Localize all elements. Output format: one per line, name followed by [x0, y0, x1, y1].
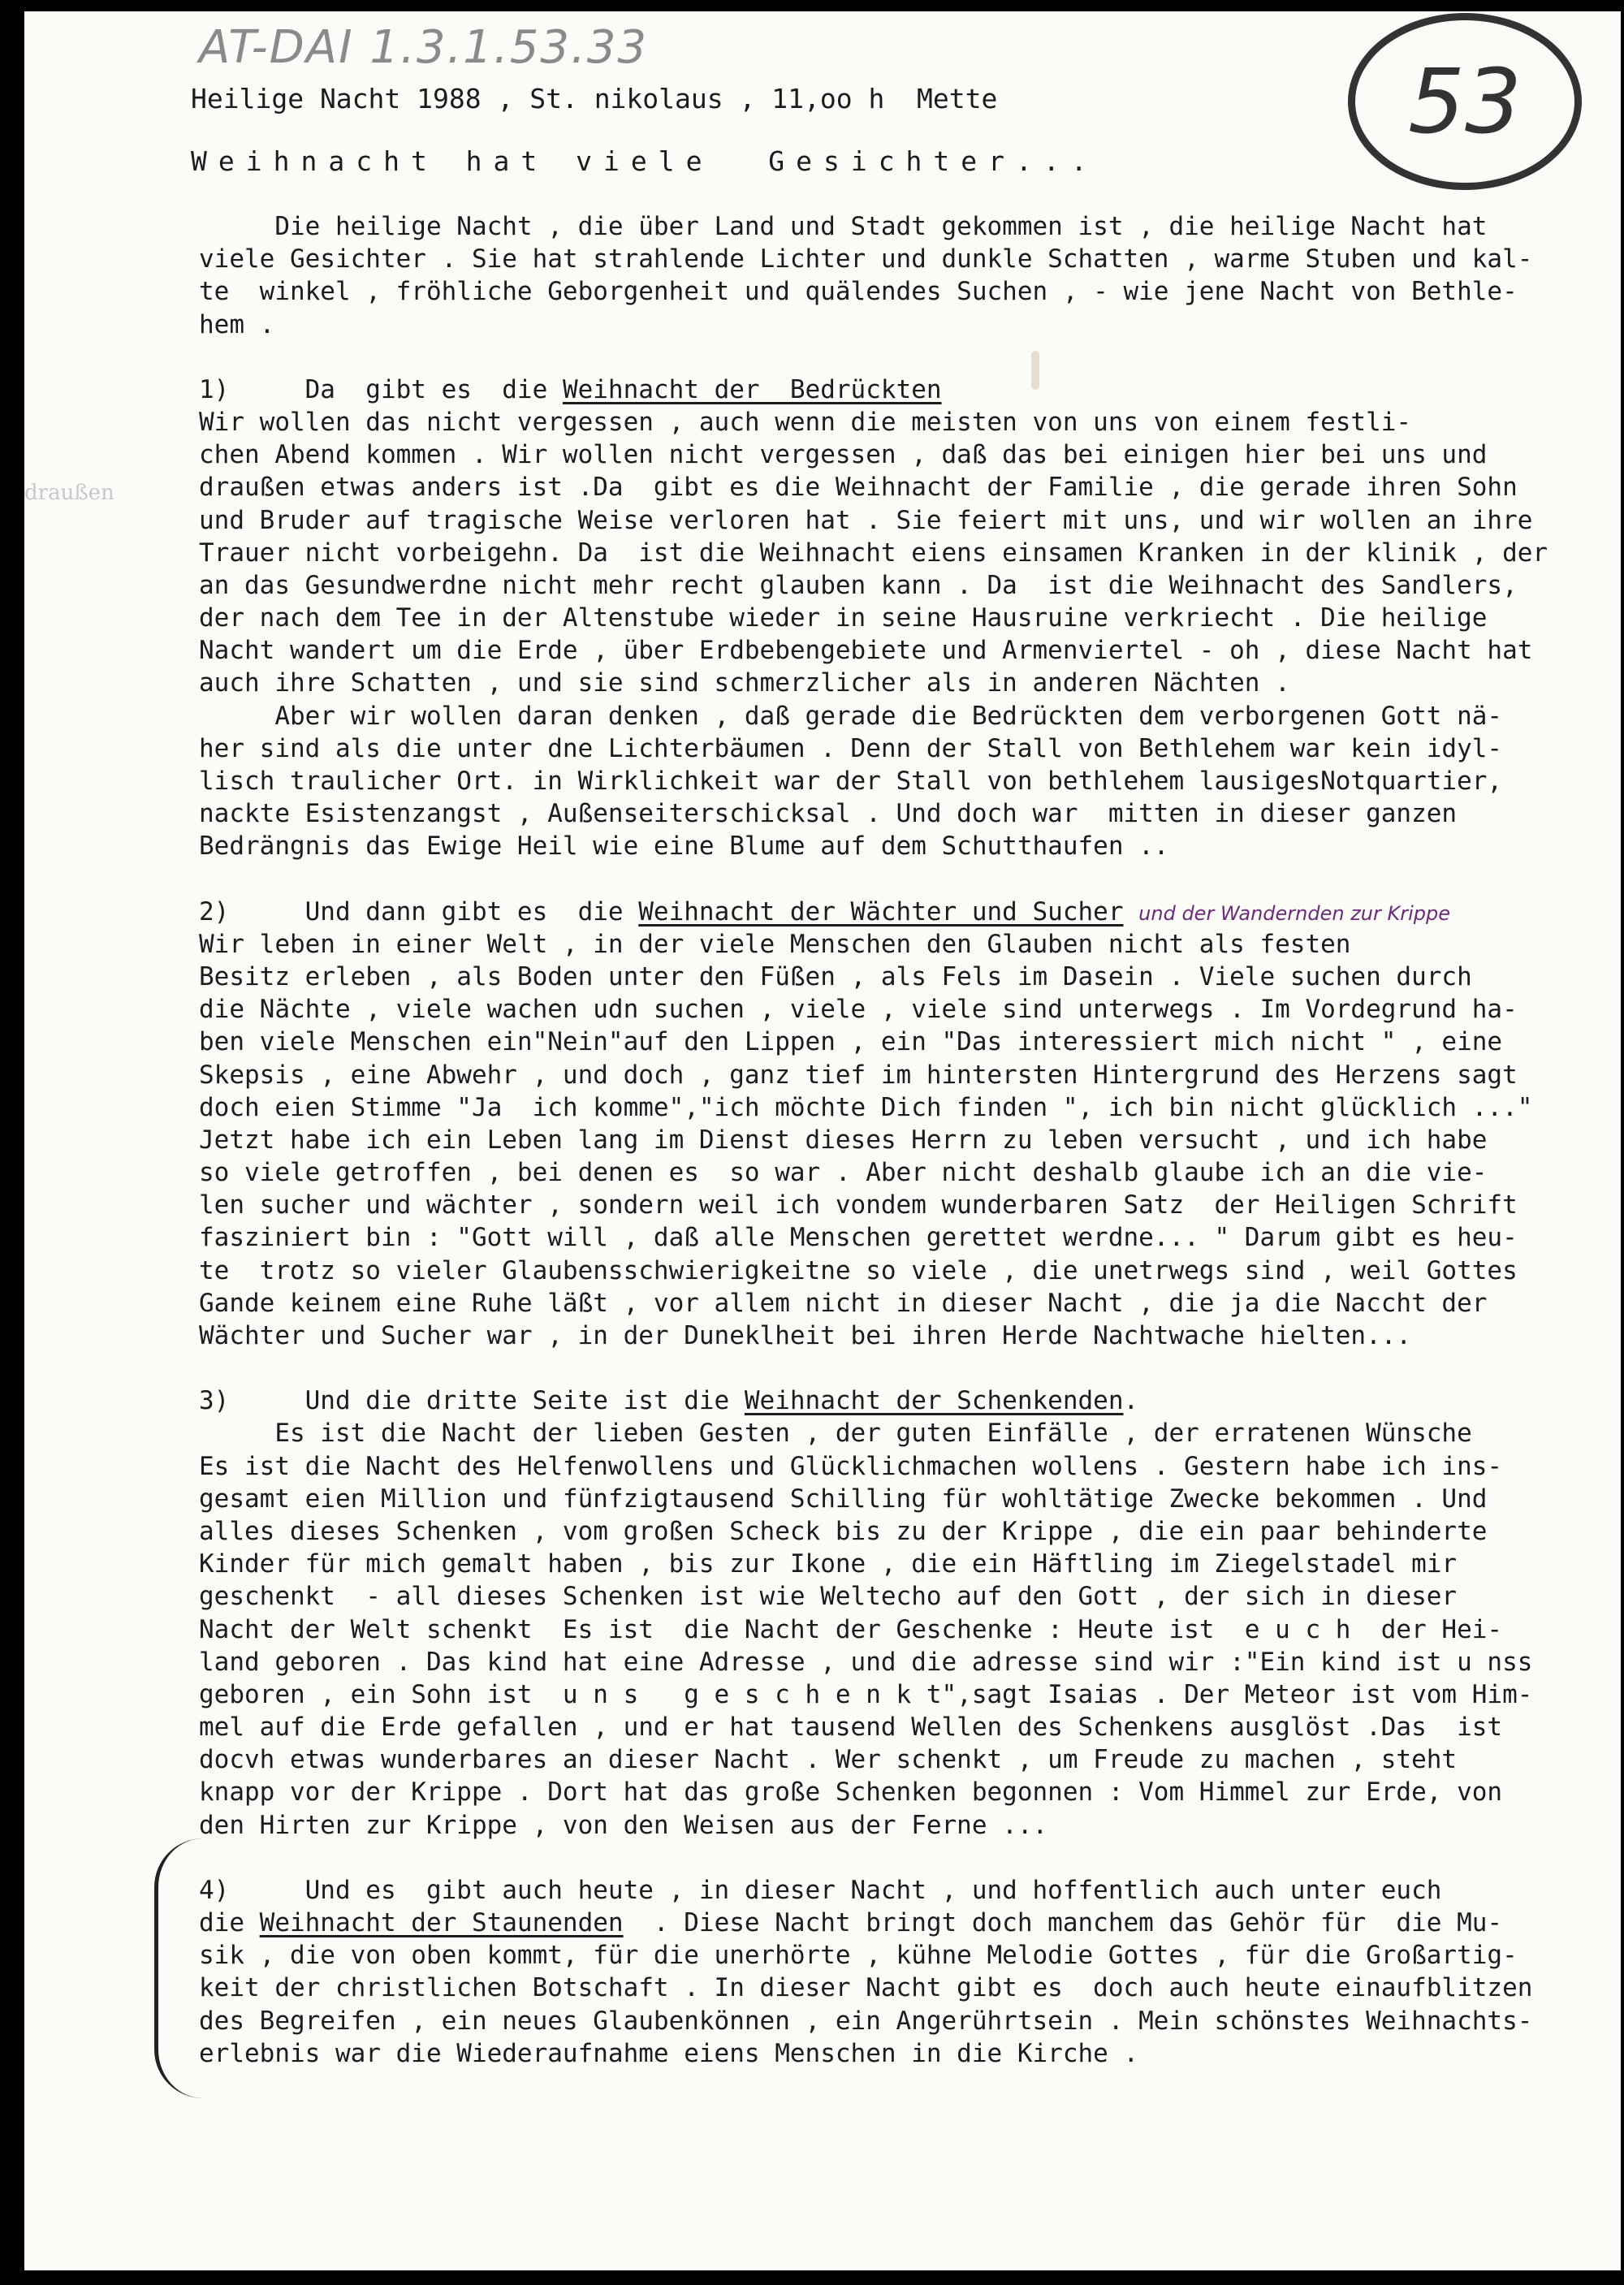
text-line: Besitz erleben , als Boden unter den Füßen , als Fels im Dasein . Viele suchen durch: [199, 961, 1472, 991]
text-line: geboren , ein Sohn ist u n s g e s c h e n k t",sagt Isaias . Der Meteor ist vom Him-: [199, 1679, 1533, 1709]
text-line: Trauer nicht vorbeigehn. Da ist die Weihnacht eiens einsamen Kranken in der klinik , der: [199, 538, 1548, 568]
text-line: nackte Esistenzangst , Außenseiterschicksal . Und doch war mitten in dieser ganzen: [199, 799, 1458, 829]
text-line: Wir leben in einer Welt , in der viele Menschen den Glauben nicht als festen: [199, 929, 1351, 959]
text-line: Wir wollen das nicht vergessen , auch wenn die meisten von uns von einem festli-: [199, 407, 1412, 437]
text-line: Es ist die Nacht der lieben Gesten , der guten Einfälle , der erratenen Wünsche: [199, 1419, 1472, 1449]
text-line: gesamt eien Million und fünfzigtausend Schilling für wohltätige Zwecke bekommen . Und: [199, 1484, 1488, 1514]
heading-1: 1) Da gibt es die Weihnacht der Bedrückten: [199, 374, 942, 404]
margin-note: draußen: [24, 481, 114, 505]
heading-3-title: Weihnacht der Schenkenden: [744, 1386, 1124, 1416]
archive-reference: AT-DAI 1.3.1.53.33: [199, 21, 649, 74]
text-line: Jetzt habe ich ein Leben lang im Dienst dieses Herrn zu leben versucht , und ich habe: [199, 1125, 1488, 1155]
text-line: die Weihnacht der Staunenden . Diese Nacht bringt doch manchem das Gehör für die Mu-: [199, 1908, 1503, 1937]
text-line: erlebnis war die Wiederaufnahme eiens Menschen in die Kirche .: [199, 2038, 1139, 2068]
text-line: len sucher und wächter , sondern weil ich vondem wunderbaren Satz der Heiligen Schrift: [199, 1190, 1518, 1220]
text-line: lisch traulicher Ort. in Wirklichkeit war der Stall von bethlehem lausigesNotquartier,: [199, 767, 1503, 796]
document-body: [199, 210, 1621, 2070]
text-line: Die heilige Nacht , die über Land und Stadt gekommen ist , die heilige Nacht hat: [199, 212, 1488, 241]
text-line: knapp vor der Krippe . Dort hat das große Schenken begonnen : Vom Himmel zur Erde, von: [199, 1777, 1503, 1808]
text-line: viele Gesichter . Sie hat strahlende Lichter und dunkle Schatten , warme Stuben und kal-: [199, 244, 1533, 274]
text-line: te trotz so vieler Glaubensschwierigkeitne so viele , die unetrwegs sind , weil Gottes: [199, 1255, 1518, 1285]
text-line: mel auf die Erde gefallen , und er hat tausend Wellen des Schenkens ausglöst .Das ist: [199, 1713, 1503, 1743]
heading-4-title: Weihnacht der Staunenden: [259, 1908, 624, 1937]
margin-bracket: [154, 1838, 215, 2098]
page-number-circle: [1348, 13, 1582, 190]
text-line: Aber wir wollen daran denken , daß gerade die Bedrückten dem verborgenen Gott nä-: [199, 701, 1503, 731]
text-line: Bedrängnis das Ewige Heil wie eine Blume auf dem Schutthaufen ..: [199, 831, 1169, 862]
text-line: sik , die von oben kommt, für die unerhörte , kühne Melodie Gottes , für die Großartig-: [199, 1941, 1518, 1971]
intro-paragraph: [199, 210, 1621, 341]
text-line: an das Gesundwerdne nicht mehr recht glauben kann . Da ist die Weihnacht des Sandlers,: [199, 570, 1518, 600]
document-title: Weihnacht hat viele Gesichter...: [191, 145, 1099, 177]
text-line: draußen etwas anders ist .Da gibt es die Weihnacht der Familie , die gerade ihren Sohn: [199, 473, 1518, 503]
text-line: des Begreifen , ein neues Glaubenkönnen , ein Angerührtsein . Mein schönstes Weihnachts-: [199, 2006, 1533, 2036]
text-line: doch eien Stimme "Ja ich komme","ich möchte Dich finden ", ich bin nicht glücklich ...": [199, 1092, 1533, 1122]
heading-2-title: Weihnacht der Wächter und Sucher: [638, 896, 1124, 927]
text-line: den Hirten zur Krippe , von den Weisen aus der Ferne ...: [199, 1810, 1048, 1840]
text-line: und Bruder auf tragische Weise verloren hat . Sie feiert mit uns, und wir wollen an ihre: [199, 505, 1533, 535]
document-page: [24, 11, 1621, 2270]
heading-3: 3) Und die dritte Seite ist die Weihnacht der Schenkenden.: [199, 1386, 1139, 1416]
text-line: Nacht der Welt schenkt Es ist die Nacht der Geschenke : Heute ist e u c h der Hei-: [199, 1614, 1503, 1644]
section-4-text: [199, 1874, 1621, 2070]
text-line: alles dieses Schenken , vom großen Scheck bis zu der Krippe , die ein paar behinderte: [199, 1516, 1488, 1546]
text-line: Nacht wandert um die Erde , über Erdbebengebiete und Armenviertel - oh , diese Nacht hat: [199, 636, 1533, 666]
text-line: te winkel , fröhliche Geborgenheit und quälendes Suchen , - wie jene Nacht von Bethle-: [199, 277, 1518, 307]
heading-2: 2) Und dann gibt es die Weihnacht der Wächter und Sucher und der Wandernden zur Krippe: [199, 896, 1451, 927]
heading-1-title: Weihnacht der Bedrückten: [562, 374, 942, 404]
text-line: hem .: [199, 309, 275, 339]
text-line: docvh etwas wunderbares an dieser Nacht . Wer schenkt , um Freude zu machen , steht: [199, 1745, 1458, 1775]
document-header: Heilige Nacht 1988 , St. nikolaus , 11,oo h Mette: [191, 83, 998, 114]
text-line: Kinder für mich gemalt haben , bis zur Ikone , die ein Häftling im Ziegelstadel mir: [199, 1549, 1458, 1579]
text-line: her sind als die unter dne Lichterbäumen . Denn der Stall von Bethlehem war kein idyl-: [199, 733, 1503, 763]
text-line: Gande keinem eine Ruhe läßt , vor allem nicht in dieser Nacht , die ja die Naccht der: [199, 1288, 1488, 1318]
text-line: der nach dem Tee in der Altenstube wieder in seine Hausruine verkriecht . Die heilige: [199, 603, 1488, 633]
text-line: Es ist die Nacht des Helfenwollens und Glücklichmachen wollens . Gestern habe ich ins-: [199, 1451, 1503, 1481]
page-number: 53: [1408, 50, 1522, 153]
text-line: chen Abend kommen . Wir wollen nicht vergessen , daß das bei einigen hier bei uns und: [199, 440, 1488, 470]
text-line: land geboren . Das kind hat eine Adresse , und die adresse sind wir :"Ein kind ist u nss: [199, 1647, 1533, 1677]
text-line: 4) Und es gibt auch heute , in dieser Nacht , und hoffentlich auch unter euch: [199, 1875, 1442, 1905]
section-2-text: [199, 928, 1621, 1352]
text-line: Wächter und Sucher war , in der Duneklheit bei ihren Herde Nachtwache hielten...: [199, 1321, 1412, 1350]
text-line: auch ihre Schatten , und sie sind schmerzlicher als in anderen Nächten .: [199, 668, 1290, 698]
text-line: Skepsis , eine Abwehr , und doch , ganz tief im hintersten Hintergrund des Herzens sagt: [199, 1060, 1518, 1090]
text-line: keit der christlichen Botschaft . In dieser Nacht gibt es doch auch heute einaufblitzen: [199, 1973, 1533, 2003]
text-line: ben viele Menschen ein"Nein"auf den Lippen , ein "Das interessiert mich nicht " , eine: [199, 1027, 1503, 1057]
text-line: so viele getroffen , bei denen es so war . Aber nicht deshalb glaube ich an die vie-: [199, 1158, 1488, 1188]
handwritten-addition: und der Wandernden zur Krippe: [1138, 901, 1451, 925]
text-line: fasziniert bin : "Gott will , daß alle Menschen gerettet werdne... " Darum gibt es heu-: [199, 1223, 1518, 1253]
section-3-text: [199, 1417, 1621, 1841]
section-1-text: [199, 406, 1621, 863]
text-line: geschenkt - all dieses Schenken ist wie Weltecho auf den Gott , der sich in dieser: [199, 1582, 1458, 1612]
text-line: die Nächte , viele wachen udn suchen , viele , viele sind unterwegs . Im Vordegrund ha-: [199, 995, 1518, 1025]
